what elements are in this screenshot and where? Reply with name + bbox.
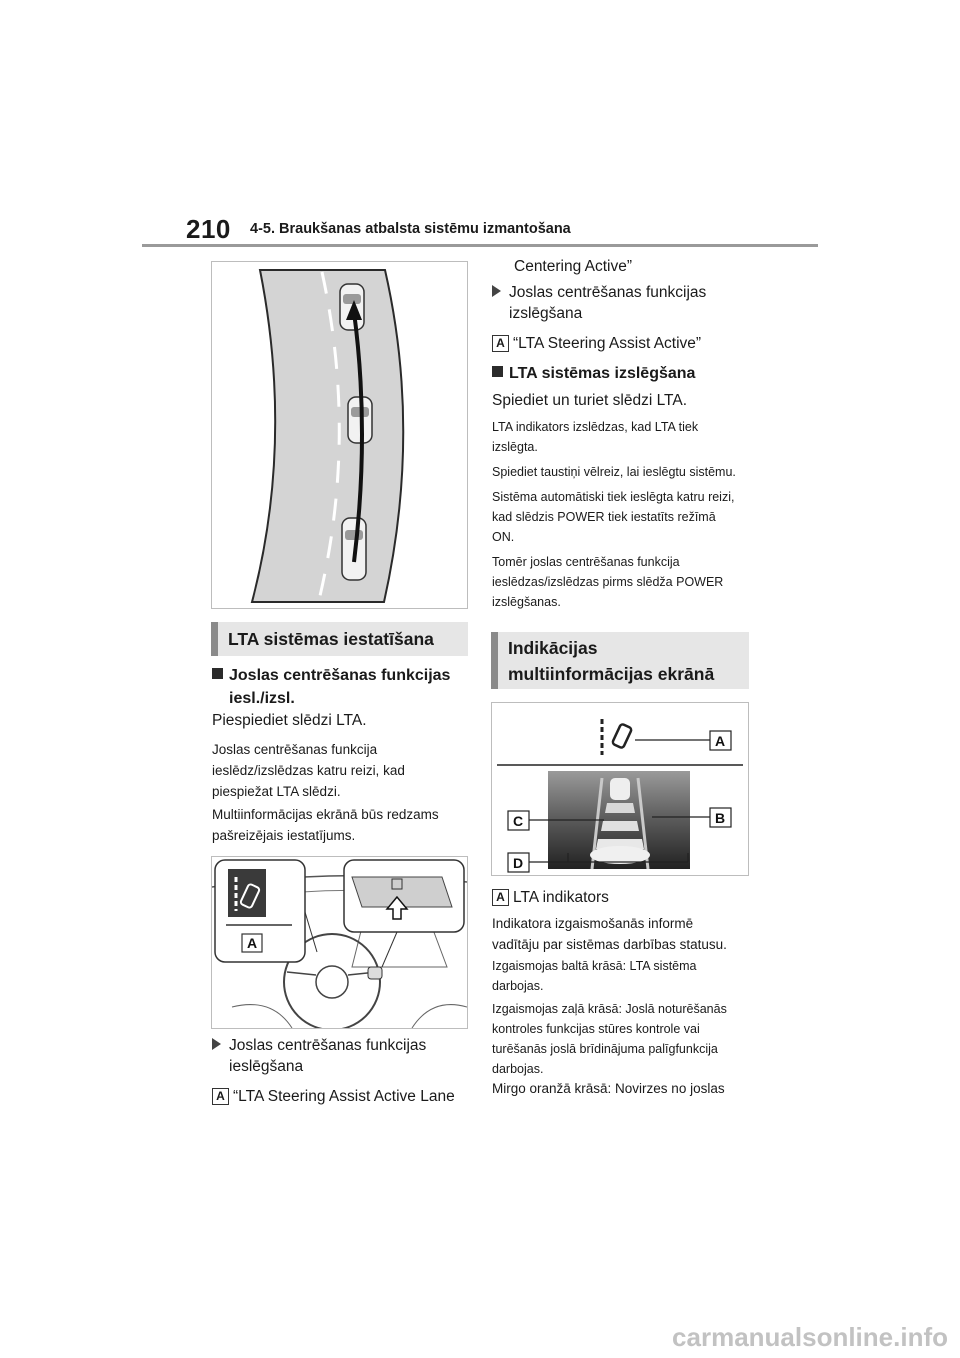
triangle-bullet-icon <box>212 1038 221 1050</box>
lane-centering-illustration <box>211 261 468 609</box>
note-auto-on: Sistēma automātiski tiek ieslēgta katru reizi, kad slēdzis POWER tiek iestatīts režīmā ON. <box>492 490 735 544</box>
figure-label-c: C <box>512 813 524 829</box>
figure-label-d: D <box>512 855 524 871</box>
label-box-a: A <box>492 335 509 352</box>
triangle-bullet-icon <box>492 285 501 297</box>
watermark: carmanualsonline.info <box>672 1322 948 1352</box>
note-however: Tomēr joslas centrēšanas funkcija ieslēdzas/izslēdzas pirms slēdža POWER izslēgšanas. <box>492 555 724 609</box>
note-indicator-off: LTA indikators izslēdzas, kad LTA tiek izslēgta. <box>492 420 699 454</box>
note-white-light: Izgaismojas baltā krāsā: LTA sistēma darbojas. <box>492 959 697 993</box>
header-rule <box>142 244 818 247</box>
para-toggle-description: Joslas centrēšanas funkcija ieslēdz/izslēdzas katru reizi, kad piespiežat LTA slēdzi. <box>212 742 405 799</box>
figure-label-b: B <box>714 810 726 826</box>
section-heading-indications: Indikācijas multiinformācijas ekrānā <box>491 632 749 689</box>
section-heading-lta-settings: LTA sistēmas iestatīšana <box>211 622 468 656</box>
page-number: 210 <box>186 214 231 244</box>
item-a-message-on: A “LTA Steering Assist Active Lane <box>212 1086 455 1107</box>
para-press-lta: Piespiediet slēdzi LTA. <box>212 712 367 729</box>
subheading-lane-centering-toggle: Joslas centrēšanas funkcijas iesl./izsl. <box>212 664 450 710</box>
bullet-lane-centering-off: Joslas centrēšanas funkcijas izslēgšana <box>492 282 706 324</box>
lta-switch-illustration <box>211 856 468 1029</box>
para-press-hold-lta: Spiediet un turiet slēdzi LTA. <box>492 392 687 409</box>
para-indicator-description: Indikatora izgaismošanās informē vadītāju par sistēmas darbības statusu. <box>492 916 727 952</box>
label-box-a: A <box>492 889 509 906</box>
lta-indicator-icon <box>612 723 632 748</box>
note-green-light: Izgaismojas zaļā krāsā: Joslā noturēšanās kontroles funkcijas stūres kontrole vai turēšanās joslā brīdinājuma palīgfunkcija darbojas. <box>492 1002 727 1076</box>
square-bullet-icon <box>492 366 503 377</box>
label-box-a: A <box>212 1088 229 1105</box>
item-a-message-off: A “LTA Steering Assist Active” <box>492 333 701 354</box>
para-current-setting: Multiinformācijas ekrānā būs redzams pašreizējais iestatījums. <box>212 807 439 843</box>
square-bullet-icon <box>212 668 223 679</box>
note-orange-flash: Mirgo oranžā krāsā: Novirzes no joslas <box>492 1081 725 1096</box>
bullet-lane-centering-on: Joslas centrēšanas funkcijas ieslēgšana <box>212 1035 426 1077</box>
figure-label-a: A <box>246 935 258 951</box>
continued-message-line: Centering Active” <box>514 258 633 275</box>
multi-info-display-illustration <box>491 702 749 876</box>
figure-label-a: A <box>714 733 726 749</box>
note-press-again: Spiediet taustiņi vēlreiz, lai ieslēgtu sistēmu. <box>492 465 736 479</box>
legend-a-lta-indicator: A LTA indikators <box>492 887 609 908</box>
subheading-lta-off: LTA sistēmas izslēgšana <box>492 362 695 385</box>
chapter-title: 4-5. Braukšanas atbalsta sistēmu izmantošana <box>250 221 571 237</box>
